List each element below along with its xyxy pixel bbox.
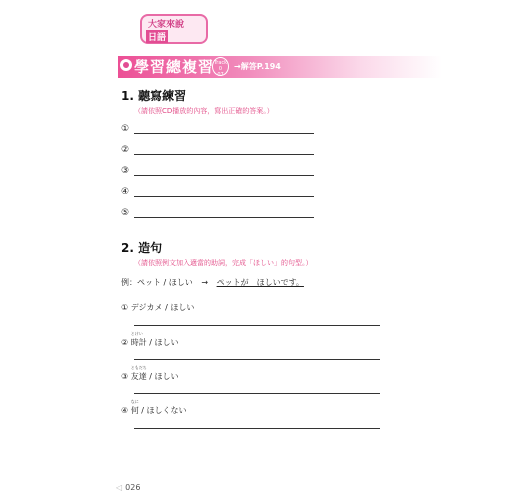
example-prompt: 例：ペット / ほしい: [121, 278, 193, 287]
question-number: ④: [121, 406, 129, 415]
question-text: デジカメ / ほしい: [130, 303, 195, 312]
question-item: [121, 331, 179, 348]
question-text: / ほしくない: [138, 406, 187, 415]
cd-track-badge: [212, 57, 229, 76]
question-answer-line[interactable]: [134, 428, 380, 429]
kanji: 何: [130, 406, 139, 415]
question-item: [121, 399, 187, 416]
track-label: Track: [213, 60, 228, 66]
kanji-with-furigana: [130, 331, 147, 348]
section-2-title: 2. 造句: [121, 241, 163, 255]
question-answer-line[interactable]: [134, 359, 380, 360]
logo-line-2: 日語: [146, 30, 168, 43]
question-text: / ほしい: [146, 338, 179, 347]
dictation-number: ⑤: [121, 208, 130, 218]
question-number: ③: [121, 372, 129, 381]
logo-line-1: 大家來說: [148, 20, 185, 30]
question-number: ②: [121, 338, 129, 347]
dictation-number: ②: [121, 145, 130, 155]
kanji: 時計: [130, 338, 147, 347]
example-answer: ペットが ほしいです。: [216, 278, 304, 287]
arrow-icon: →: [201, 278, 209, 287]
section-2-note: （請依照例文加入適當的助詞，完成「ほしい」的句型。）: [134, 259, 313, 267]
page-number: ◁ 026: [116, 483, 141, 492]
dictation-answer-line[interactable]: [134, 217, 314, 218]
question-text: / ほしい: [146, 372, 179, 381]
answer-reference: →解答P.194: [234, 62, 281, 71]
dictation-answer-line[interactable]: [134, 133, 314, 134]
track-disc: 0: [218, 66, 223, 72]
dictation-number: ③: [121, 166, 130, 176]
furigana: なに: [130, 399, 139, 404]
page-title: 學習總複習: [134, 58, 215, 76]
dictation-answer-line[interactable]: [134, 196, 314, 197]
kanji-with-furigana: [130, 399, 139, 416]
furigana: とけい: [130, 331, 143, 336]
book-logo: [140, 14, 208, 44]
track-number: 07: [217, 72, 224, 78]
example-sentence: [121, 277, 304, 288]
dictation-number: ④: [121, 187, 130, 197]
bullet-icon: [120, 59, 132, 71]
furigana: ともだち: [130, 365, 147, 370]
question-number: ①: [121, 303, 129, 312]
kanji-with-furigana: [130, 365, 147, 382]
kanji: 友達: [130, 372, 147, 381]
dictation-answer-line[interactable]: [134, 154, 314, 155]
section-1-note: （請依照CD播放的內容，寫出正確的答案。）: [134, 107, 274, 115]
question-answer-line[interactable]: [134, 325, 380, 326]
section-1-title: 1. 聽寫練習: [121, 89, 187, 103]
question-answer-line[interactable]: [134, 393, 380, 394]
question-item: [121, 365, 179, 382]
question-item: [121, 302, 194, 313]
dictation-number: ①: [121, 124, 130, 134]
page-marker-icon: ◁: [116, 483, 123, 492]
dictation-answer-line[interactable]: [134, 175, 314, 176]
